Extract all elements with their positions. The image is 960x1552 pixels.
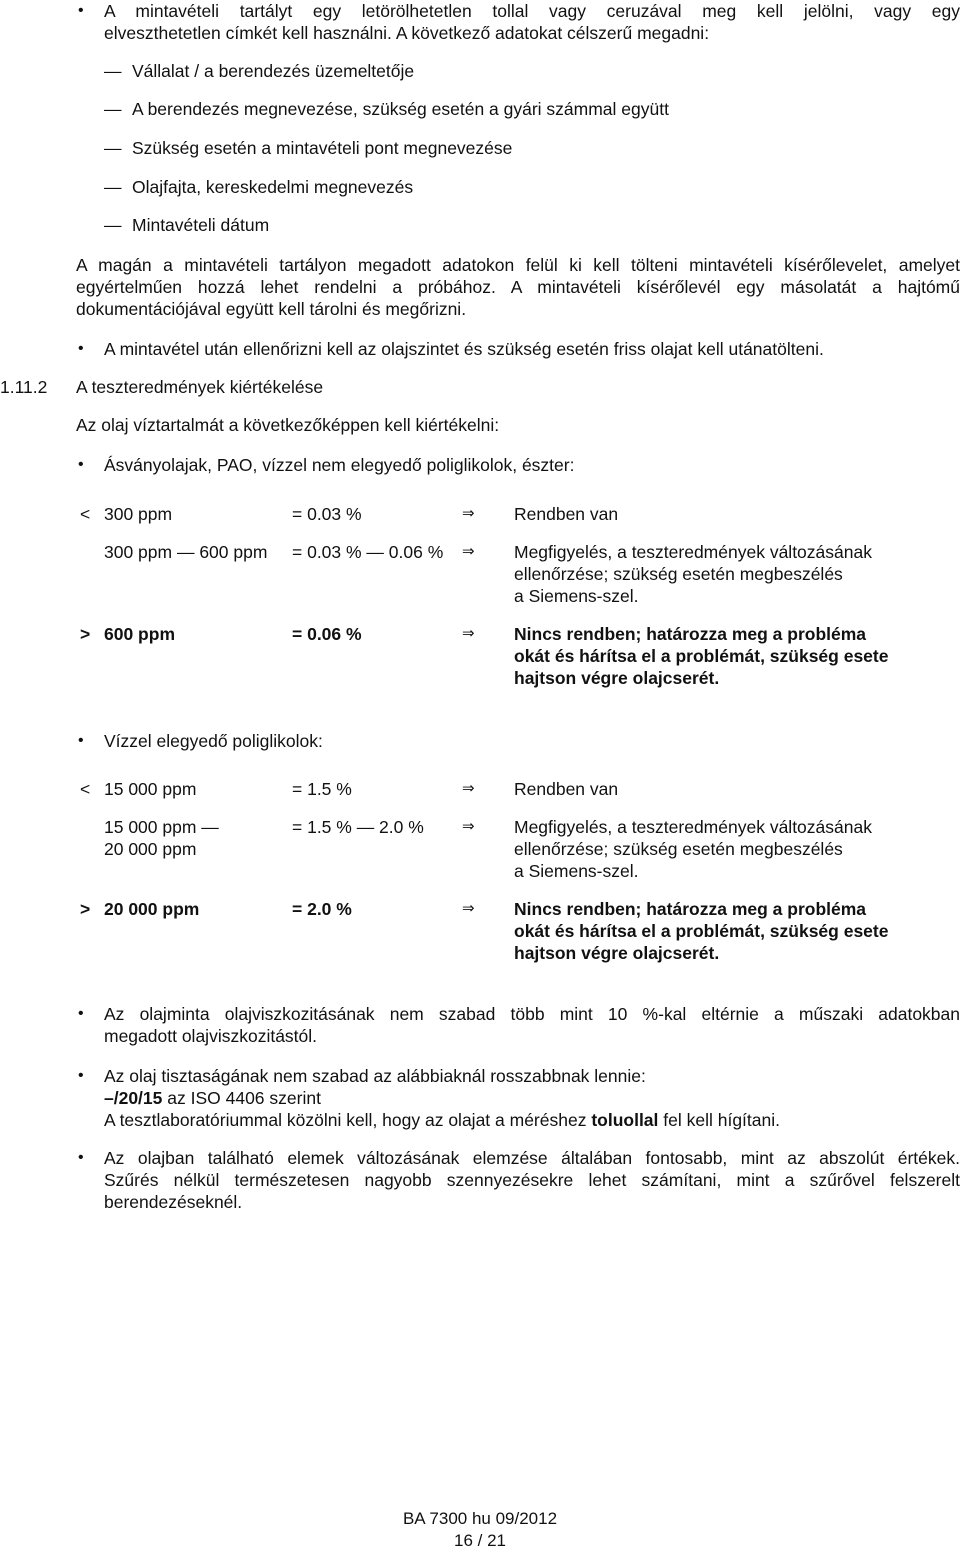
glycol-heading: Vízzel elegyedő poliglikolok: xyxy=(104,731,323,751)
bullet-icon: • xyxy=(78,456,84,473)
percent-value: = 0.03 % xyxy=(292,504,362,524)
bullet-icon: • xyxy=(78,2,84,19)
result-line: a Siemens-szel. xyxy=(514,861,639,881)
page-number: 16 / 21 xyxy=(454,1531,506,1550)
dash-icon: — xyxy=(104,177,122,197)
intro-paragraph xyxy=(104,0,960,44)
dilution-text-end: fel kell hígítani. xyxy=(658,1110,781,1130)
result-line: a Siemens-szel. xyxy=(514,586,639,606)
ppm-value xyxy=(104,816,219,860)
dash-icon: — xyxy=(104,138,122,158)
ppm-value: 300 ppm xyxy=(104,504,173,524)
arrow-icon: ⇒ xyxy=(462,780,475,797)
result-line: Megfigyelés, a teszteredmények változásának xyxy=(514,817,872,837)
dilution-text: A tesztlaboratóriummal közölni kell, hogy az olajat a méréshez xyxy=(104,1110,592,1130)
cleanliness-paragraph xyxy=(104,1065,960,1131)
comparison-sign: < xyxy=(80,779,91,799)
paragraph-line: Szűrés nélkül természetesen nagyobb szennyezésekre lehet számítani, mint a szűrővel felszerelt xyxy=(104,1170,960,1190)
arrow-icon: ⇒ xyxy=(462,900,475,917)
bullet-icon: • xyxy=(78,1005,84,1022)
dash-icon: — xyxy=(104,215,122,235)
result-text xyxy=(514,898,954,964)
paragraph-line: A magán a mintavételi tartályon megadott adatokon felül ki kell tölteni mintavételi kísérőlevelet, amelyet xyxy=(76,255,960,275)
arrow-icon: ⇒ xyxy=(462,505,475,522)
percent-value: = 0.06 % xyxy=(292,624,362,644)
result-text xyxy=(514,503,954,525)
result-line: ellenőrzése; szükség esetén megbeszélés xyxy=(514,839,843,859)
result-line: okát és hárítsa el a problémát, szükség esete xyxy=(514,646,889,666)
comparison-sign: > xyxy=(80,899,91,919)
bullet-icon: • xyxy=(78,340,84,357)
toluene-term: toluollal xyxy=(591,1110,659,1130)
percent-value: = 2.0 % xyxy=(292,899,352,919)
ppm-value: 15 000 ppm xyxy=(104,779,197,799)
iso-code-line xyxy=(104,1087,960,1109)
paragraph-line: megadott olajviszkozitástól. xyxy=(104,1026,318,1046)
iso-code: –/20/15 xyxy=(104,1088,163,1108)
result-line: hajtson végre olajcserét. xyxy=(514,943,720,963)
result-text xyxy=(514,623,954,689)
footer xyxy=(380,1508,580,1552)
section-number: 1.11.2 xyxy=(0,377,48,397)
ppm-value: 20 000 ppm xyxy=(104,899,200,919)
result-text xyxy=(514,541,954,607)
result-line: Nincs rendben; határozza meg a probléma xyxy=(514,899,867,919)
percent-value: = 1.5 % — 2.0 % xyxy=(292,817,424,837)
result-line: Nincs rendben; határozza meg a probléma xyxy=(514,624,867,644)
paragraph-line: berendezéseknél. xyxy=(104,1192,243,1212)
ppm-line: 15 000 ppm — xyxy=(104,817,219,837)
result-line: ellenőrzése; szükség esetén megbeszélés xyxy=(514,564,843,584)
paragraph-line: Az olajban található elemek változásának elemzése általában fontosabb, mint az abszolút értékek. xyxy=(104,1148,960,1168)
result-line: Rendben van xyxy=(514,779,619,799)
intro-line-1: A mintavételi tartályt egy letörölhetetlen tollal vagy ceruzával meg kell jelölni, vagy egy xyxy=(104,1,960,21)
intro-line-2: elveszthetetlen címkét kell használni. A következő adatokat célszerű megadni: xyxy=(104,23,710,43)
dash-item: Vállalat / a berendezés üzemeltetője xyxy=(132,61,415,81)
comparison-sign: < xyxy=(80,504,91,524)
kiserolevel-paragraph xyxy=(76,254,960,320)
dash-item: Olajfajta, kereskedelmi megnevezés xyxy=(132,177,414,197)
percent-value: = 0.03 % — 0.06 % xyxy=(292,542,444,562)
dilution-line xyxy=(104,1109,960,1131)
footer-doc-id: BA 7300 hu 09/2012 xyxy=(402,1509,558,1528)
result-line: Rendben van xyxy=(514,504,619,524)
comparison-sign: > xyxy=(80,624,91,644)
arrow-icon: ⇒ xyxy=(462,625,475,642)
result-line: Megfigyelés, a teszteredmények változásának xyxy=(514,542,872,562)
arrow-icon: ⇒ xyxy=(462,543,475,560)
paragraph-line: Az olajminta olajviszkozitásának nem szabad több mint 10 %-kal eltérnie a műszaki adatokban xyxy=(104,1004,960,1024)
result-line: okát és hárítsa el a problémát, szükség esete xyxy=(514,921,889,941)
bullet-icon: • xyxy=(78,1149,84,1166)
section-title: A teszteredmények kiértékelése xyxy=(76,377,324,397)
elements-paragraph xyxy=(104,1147,960,1213)
paragraph-line: egyértelműen hozzá lehet rendelni a próbához. A mintavételi kísérőlevél egy másolatát a hajtómű xyxy=(76,277,960,297)
percent-value: = 1.5 % xyxy=(292,779,352,799)
ppm-value: 600 ppm xyxy=(104,624,175,644)
dash-item: Szükség esetén a mintavételi pont megnevezése xyxy=(132,138,513,158)
dash-icon: — xyxy=(104,99,122,119)
bullet-icon: • xyxy=(78,1067,84,1084)
bullet-icon: • xyxy=(78,732,84,749)
after-sampling-text: A mintavétel után ellenőrizni kell az olajszintet és szükség esetén friss olajat kell utánatölteni. xyxy=(104,339,824,359)
ppm-value: 300 ppm — 600 ppm xyxy=(104,542,268,562)
result-text xyxy=(514,778,954,800)
arrow-icon: ⇒ xyxy=(462,818,475,835)
result-line: hajtson végre olajcserét. xyxy=(514,668,720,688)
iso-code-suffix: az ISO 4406 szerint xyxy=(162,1088,321,1108)
dash-item: Mintavételi dátum xyxy=(132,215,270,235)
dash-item: A berendezés megnevezése, szükség esetén a gyári számmal együtt xyxy=(132,99,669,119)
water-intro: Az olaj víztartalmát a következőképpen kell kiértékelni: xyxy=(76,415,500,435)
mineral-heading: Ásványolajak, PAO, vízzel nem elegyedő poliglikolok, észter: xyxy=(104,455,575,475)
paragraph-line: Az olaj tisztaságának nem szabad az alábbiaknál rosszabbnak lennie: xyxy=(104,1066,646,1086)
dash-icon: — xyxy=(104,61,122,81)
paragraph-line: dokumentációjával együtt kell tárolni és megőrizni. xyxy=(76,299,467,319)
ppm-line: 20 000 ppm xyxy=(104,839,197,859)
result-text xyxy=(514,816,954,882)
viscosity-paragraph xyxy=(104,1003,960,1047)
